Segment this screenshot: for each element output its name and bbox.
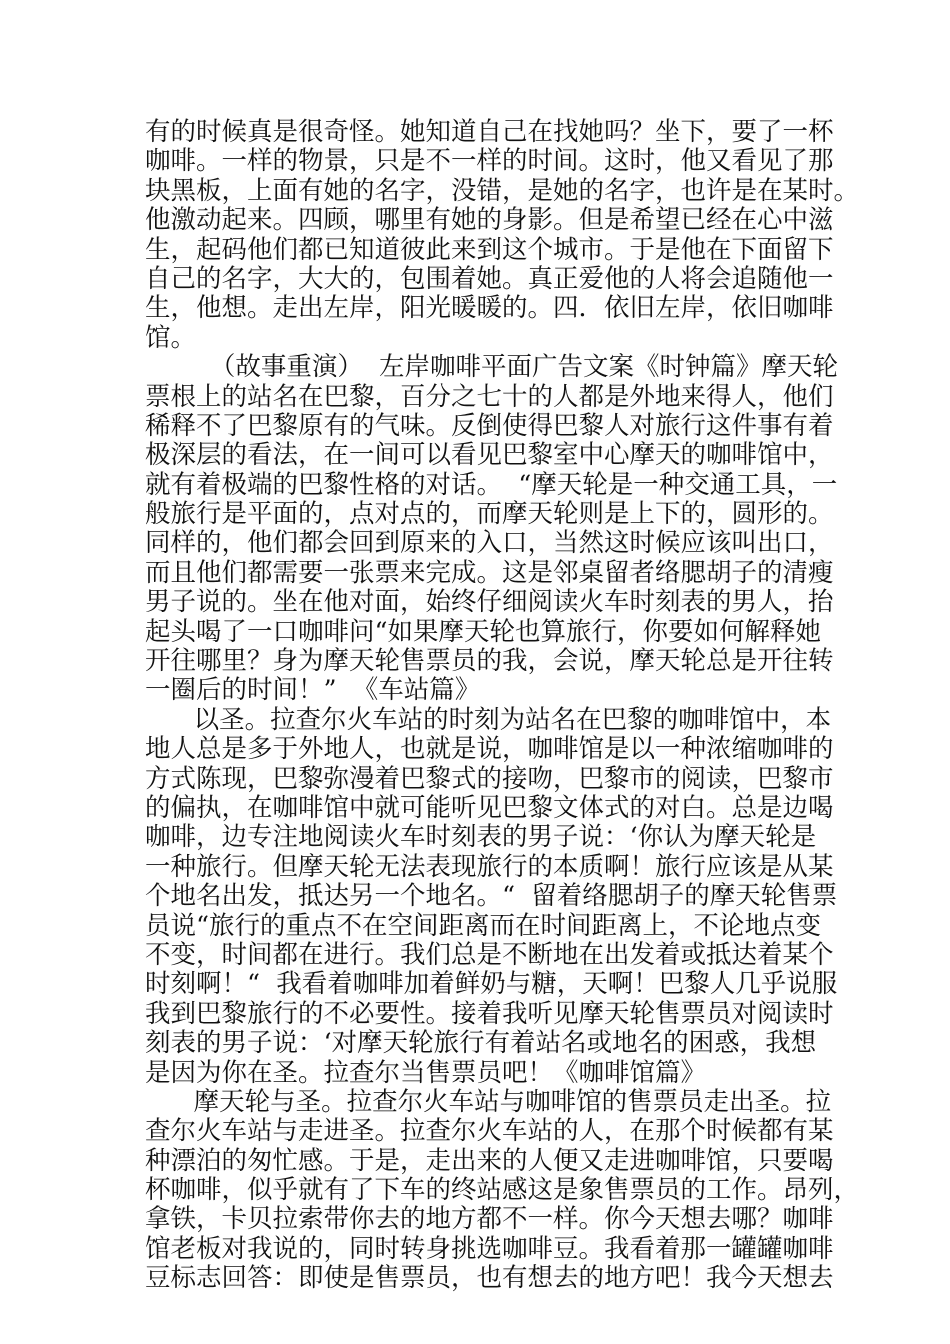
text-line: 的偏执，在咖啡馆中就可能听见巴黎文体式的对白。总是边喝 — [145, 792, 834, 823]
text-line: 块黑板，上面有她的名字，没错，是她的名字，也许是在某时。 — [145, 175, 860, 206]
text-line: 而且他们都需要一张票来完成。这是邻桌留者络腮胡子的清瘦 — [145, 557, 834, 588]
text-line: 一种旅行。但摩天轮无法表现旅行的本质啊！旅行应该是从某 — [145, 851, 834, 882]
text-line: 摩天轮与圣。拉查尔火车站与咖啡馆的售票员走出圣。拉 — [145, 1086, 832, 1117]
document-body — [145, 117, 860, 1294]
text-line: 极深层的看法，在一间可以看见巴黎室中心摩天的咖啡馆中， — [145, 440, 834, 471]
text-line: 般旅行是平面的，点对点的，而摩天轮则是上下的，圆形的。 — [145, 499, 834, 530]
text-line: 就有着极端的巴黎性格的对话。 “摩天轮是一种交通工具，一 — [145, 469, 838, 500]
text-line: 豆标志回答：即使是售票员，也有想去的地方吧！我今天想去 — [145, 1263, 834, 1294]
text-line: 地人总是多于外地人，也就是说，咖啡馆是以一种浓缩咖啡的 — [145, 734, 834, 765]
text-line: 查尔火车站与走进圣。拉查尔火车站的人，在那个时候都有某 — [145, 1116, 834, 1147]
text-line: 种漂泊的匆忙感。于是，走出来的人便又走进咖啡馆，只要喝 — [145, 1145, 834, 1176]
text-line: 起头喝了一口咖啡问“如果摩天轮也算旅行，你要如何解释她 — [145, 616, 822, 647]
text-line: 杯咖啡，似乎就有了下车的终站感这是象售票员的工作。昂列， — [145, 1175, 860, 1206]
text-line: 是因为你在圣。拉查尔当售票员吧！《咖啡馆篇》 — [145, 1057, 707, 1088]
text-line: 我到巴黎旅行的不必要性。接着我听见摩天轮售票员对阅读时 — [145, 998, 834, 1029]
text-line: 拿铁，卡贝拉索带你去的地方都不一样。你今天想去哪？咖啡 — [145, 1204, 834, 1235]
text-line: 一圈后的时间！” 《车站篇》 — [145, 675, 481, 706]
text-line: 个地名出发，抵达另一个地名。“ 留着络腮胡子的摩天轮售票 — [145, 881, 838, 912]
text-line: 刻表的男子说：‘对摩天轮旅行有着站名或地名的困惑，我想 — [145, 1028, 817, 1059]
text-line: 方式陈现，巴黎弥漫着巴黎式的接吻，巴黎市的阅读，巴黎市 — [145, 763, 834, 794]
text-line: 馆。 — [145, 322, 197, 353]
text-line: 票根上的站名在巴黎，百分之七十的人都是外地来得人，他们 — [145, 381, 834, 412]
text-line: 时刻啊！“ 我看着咖啡加着鲜奶与糖，天啊！巴黎人几乎说服 — [145, 969, 838, 1000]
text-line: 自己的名字，大大的，包围着她。真正爱他的人将会追随他一 — [145, 263, 834, 294]
text-line: 以圣。拉查尔火车站的时刻为站名在巴黎的咖啡馆中，本 — [145, 704, 832, 735]
text-line: 不变，时间都在进行。我们总是不断地在出发着或抵达着某个 — [145, 939, 834, 970]
text-line: 馆老板对我说的，同时转身挑选咖啡豆。我看着那一罐罐咖啡 — [145, 1233, 834, 1264]
text-line: 生，起码他们都已知道彼此来到这个城市。于是他在下面留下 — [145, 234, 834, 265]
text-line: 咖啡。一样的物景，只是不一样的时间。这时，他又看见了那 — [145, 146, 834, 177]
text-line: 员说“旅行的重点不在空间距离而在时间距离上，不论地点变 — [145, 910, 822, 941]
text-line: 稀释不了巴黎原有的气味。反倒使得巴黎人对旅行这件事有着 — [145, 410, 834, 441]
text-line: 咖啡，边专注地阅读火车时刻表的男子说：‘你认为摩天轮是 — [145, 822, 817, 853]
text-line: （故事重演） 左岸咖啡平面广告文案《时钟篇》摩天轮 — [145, 352, 839, 383]
text-line: 有的时候真是很奇怪。她知道自己在找她吗？坐下，要了一杯 — [145, 117, 834, 147]
text-line: 生，他想。走出左岸，阳光暖暖的。四．依旧左岸，依旧咖啡 — [145, 293, 834, 324]
text-line: 开往哪里？身为摩天轮售票员的我，会说，摩天轮总是开往转 — [145, 646, 834, 677]
text-line: 男子说的。坐在他对面，始终仔细阅读火车时刻表的男人，抬 — [145, 587, 834, 618]
text-line: 他激动起来。四顾，哪里有她的身影。但是希望已经在心中滋 — [145, 205, 834, 236]
text-line: 同样的，他们都会回到原来的入口，当然这时候应该叫出口， — [145, 528, 834, 559]
